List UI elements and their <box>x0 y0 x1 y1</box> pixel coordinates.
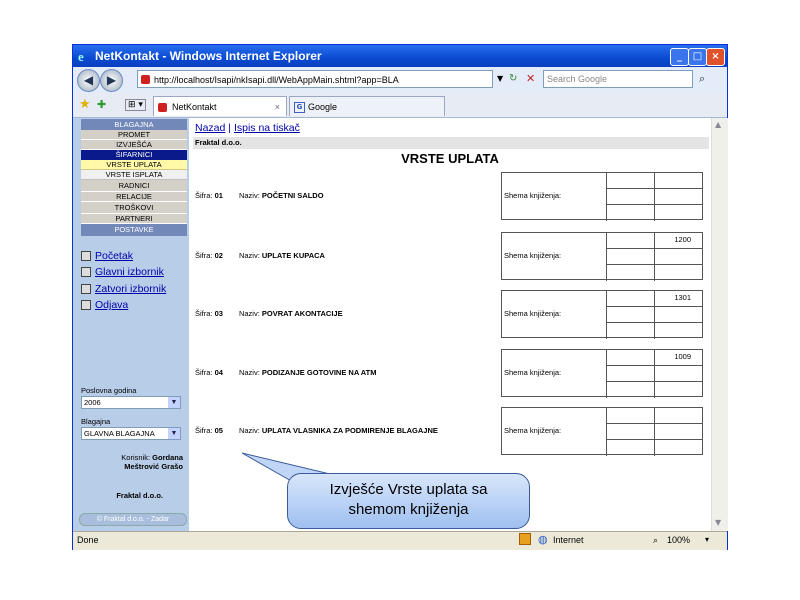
sidebar-link-label: Odjava <box>95 299 129 311</box>
sidebar-link-label: Glavni izbornik <box>95 266 164 278</box>
sifra-value: 02 <box>214 251 223 260</box>
zoom-magnifier-icon: ⌕ <box>653 535 659 545</box>
naziv-value: UPLATE KUPACA <box>261 251 325 260</box>
search-placeholder: Search Google <box>547 74 608 84</box>
back-button[interactable]: ◀ <box>77 69 100 92</box>
sidebar-link-label: Početak <box>95 250 133 262</box>
chevron-down-icon: ▼ <box>168 428 180 439</box>
sidebar-item[interactable]: RADNICI <box>81 180 187 192</box>
korisnik-name1: Gordana <box>152 453 183 462</box>
naziv-value: POVRAT AKONTACIJE <box>261 309 343 318</box>
stop-icon[interactable]: ✕ <box>526 72 536 85</box>
address-dropdown-icon[interactable]: ▼ <box>497 74 504 83</box>
sidebar-item[interactable]: PROMET <box>81 130 187 140</box>
copyright-badge: © Fraktal d.o.o. - Zadar <box>79 513 187 526</box>
scroll-down-icon[interactable]: ▼ <box>715 518 722 527</box>
link-separator: | <box>228 122 232 134</box>
callout-line2: shemom knjiženja <box>348 501 469 518</box>
zoom-dropdown-icon[interactable]: ▾ <box>705 535 710 544</box>
scroll-up-icon[interactable]: ▲ <box>715 120 722 129</box>
sidebar-item[interactable]: IZVJEŠĆA <box>81 140 187 150</box>
tab-label: Google <box>308 102 338 112</box>
status-text: Done <box>77 535 99 545</box>
company-header: Fraktal d.o.o. <box>193 137 709 149</box>
naziv-label: Naziv: <box>238 368 260 377</box>
page-title: VRSTE UPLATA <box>401 151 499 166</box>
shema-cell: 1200 <box>654 232 703 249</box>
shema-label: Shema knjiženja: <box>504 309 562 318</box>
blagajna-label: Blagajna <box>81 417 111 426</box>
sidebar-item[interactable]: ŠIFARNICI <box>81 150 187 160</box>
korisnik-label: Korisnik: <box>121 453 151 462</box>
sidebar-item[interactable]: BLAGAJNA <box>81 119 187 130</box>
sifra-value: 05 <box>214 426 223 435</box>
naziv-label: Naziv: <box>238 191 260 200</box>
chevron-down-icon: ▼ <box>168 397 180 408</box>
sifra-label: Šifra: <box>195 191 213 200</box>
sidebar-item[interactable]: PARTNERI <box>81 214 187 224</box>
naziv-label: Naziv: <box>238 251 260 260</box>
search-icon[interactable]: ⌕ <box>699 72 706 85</box>
sifra-label: Šifra: <box>195 368 213 377</box>
refresh-icon[interactable]: ↻ <box>509 73 518 84</box>
sidebar-item[interactable]: VRSTE UPLATA <box>81 160 187 170</box>
quick-tabs-icon[interactable]: ⊞ ▾ <box>125 99 146 111</box>
shema-cell: 1009 <box>654 349 703 366</box>
close-button[interactable]: × <box>706 48 725 66</box>
window-title: NetKontakt - Windows Internet Explorer <box>95 49 322 63</box>
sifra-value: 03 <box>214 309 223 318</box>
poslovna-godina-label: Poslovna godina <box>81 386 137 395</box>
shema-label: Shema knjiženja: <box>504 191 562 200</box>
sifra-label: Šifra: <box>195 426 213 435</box>
sifra-label: Šifra: <box>195 251 213 260</box>
callout-line1: Izvješće Vrste uplata sa <box>329 481 488 498</box>
naziv-value: POČETNI SALDO <box>261 191 324 200</box>
sidebar-item[interactable]: RELACIJE <box>81 192 187 202</box>
zone-label: Internet <box>553 535 584 545</box>
sidebar-link-label: Zatvori izbornik <box>95 283 167 295</box>
sidebar-item[interactable]: POSTAVKE <box>81 224 187 236</box>
sifra-label: Šifra: <box>195 309 213 318</box>
blagajna-value: GLAVNA BLAGAJNA <box>84 429 155 438</box>
shema-label: Shema knjiženja: <box>504 251 562 260</box>
naziv-label: Naziv: <box>238 426 260 435</box>
sidebar-company: Fraktal d.o.o. <box>116 491 163 500</box>
favorites-star-icon[interactable]: ★ <box>79 97 91 112</box>
google-favicon-icon: G <box>294 102 305 113</box>
ie-logo-icon: e <box>78 49 84 64</box>
sifra-value: 01 <box>214 191 223 200</box>
naziv-value: PODIZANJE GOTOVINE NA ATM <box>261 368 377 377</box>
ispis-link[interactable]: Ispis na tiskač <box>233 122 300 134</box>
tab-close-icon[interactable]: × <box>274 102 280 112</box>
shema-label: Shema knjiženja: <box>504 426 562 435</box>
internet-zone-icon: ◍ <box>538 534 548 546</box>
tab-label: NetKontakt <box>172 102 217 112</box>
korisnik-name2: Meštrović Grašo <box>124 462 183 471</box>
zoom-level[interactable]: 100% <box>667 535 691 545</box>
minimize-button[interactable]: _ <box>670 48 689 66</box>
naziv-value: UPLATA VLASNIKA ZA PODMIRENJE BLAGAJNE <box>261 426 438 435</box>
shema-label: Shema knjiženja: <box>504 368 562 377</box>
callout-bubble <box>287 473 530 529</box>
sidebar-item[interactable]: VRSTE ISPLATA <box>81 170 187 180</box>
poslovna-godina-value: 2006 <box>84 398 101 407</box>
sidebar-item[interactable]: TROŠKOVI <box>81 202 187 214</box>
sifra-value: 04 <box>214 368 223 377</box>
add-favorites-icon[interactable]: ✚ <box>97 98 107 111</box>
maximize-button[interactable]: □ <box>688 48 707 66</box>
shema-cell: 1301 <box>654 290 703 307</box>
nazad-link[interactable]: Nazad <box>195 122 226 134</box>
forward-button[interactable]: ▶ <box>100 69 123 92</box>
naziv-label: Naziv: <box>238 309 260 318</box>
address-text: http://localhost/Isapi/nkIsapi.dll/WebAppMain.shtml?app=BLA <box>154 75 399 85</box>
